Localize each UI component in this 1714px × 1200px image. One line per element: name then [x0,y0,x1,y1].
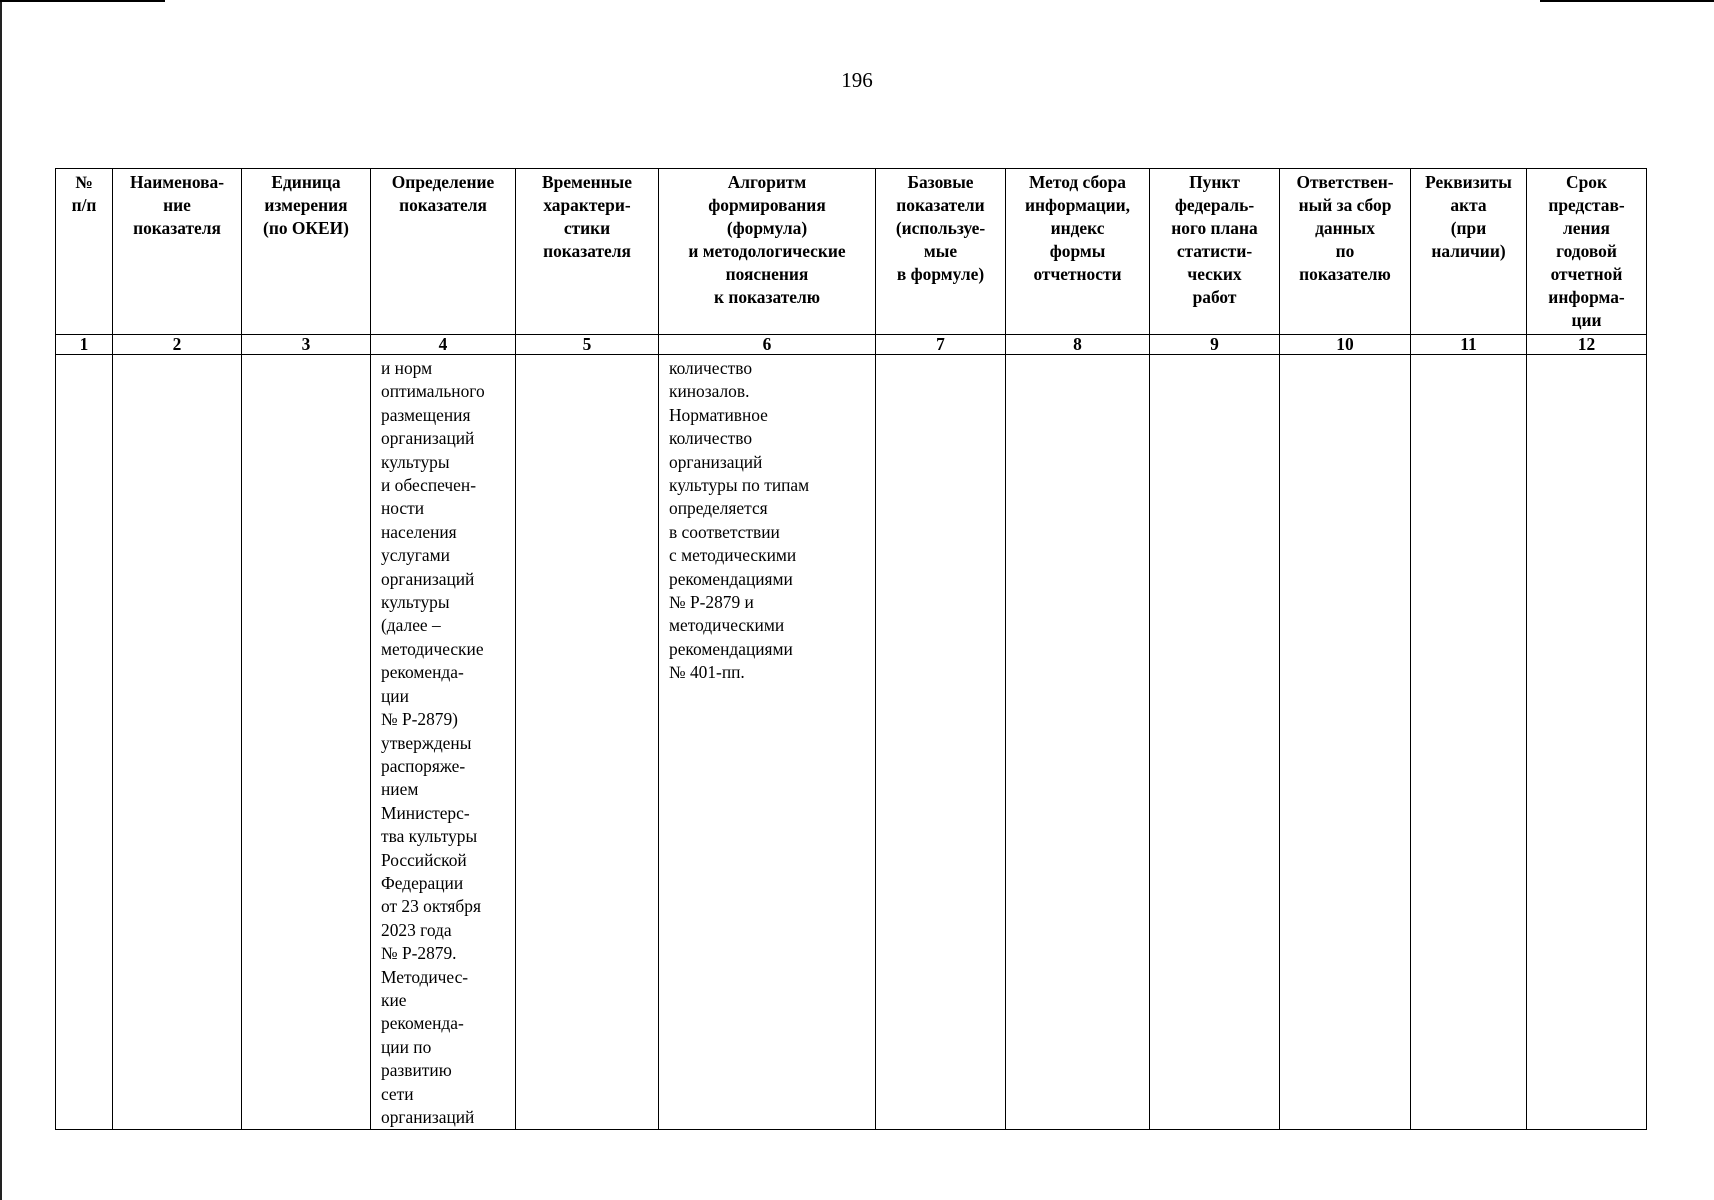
indicators-table [55,168,1647,1130]
header-reporting-deadline: Срок представ- ления годовой отчетной информа- ции [1527,169,1647,335]
header-responsible: Ответствен- ный за сбор данных по показателю [1280,169,1411,335]
header-base-indicators: Базовые показатели (используе- мые в формуле) [876,169,1006,335]
header-number: № п/п [56,169,113,335]
cell-base-indicators [876,355,1006,1130]
column-number: 8 [1006,335,1150,355]
header-act-details: Реквизиты акта (при наличии) [1411,169,1527,335]
top-left-edge-mark [0,0,165,2]
column-number: 4 [371,335,516,355]
header-federal-plan-item: Пункт федераль- ного плана статисти- ческих работ [1150,169,1280,335]
header-unit: Единица измерения (по ОКЕИ) [242,169,371,335]
cell-number [56,355,113,1130]
column-number: 6 [659,335,876,355]
cell-algorithm: количество кинозалов. Нормативное количество организаций культуры по типам определяется в соответствии с методическими рекомендациями № Р-2879 и методическими рекомендациями № 401-пп. [659,355,876,1130]
cell-act-details [1411,355,1527,1130]
top-right-edge-mark [1540,0,1714,2]
header-algorithm: Алгоритм формирования (формула) и методологические пояснения к показателю [659,169,876,335]
column-number: 1 [56,335,113,355]
column-number: 2 [113,335,242,355]
column-number: 3 [242,335,371,355]
cell-unit [242,355,371,1130]
table-row [56,355,1647,1130]
column-number-row [56,335,1647,355]
table-header-row [56,169,1647,335]
column-number: 5 [516,335,659,355]
header-collection-method: Метод сбора информации, индекс формы отчетности [1006,169,1150,335]
cell-responsible [1280,355,1411,1130]
header-definition: Определение показателя [371,169,516,335]
cell-definition: и норм оптимального размещения организаций культуры и обеспечен- ности населения услугами организаций культуры (далее – методические рекоменда- ции № Р-2879) утверждены распоряже- нием Министерс- тва культуры Российской Федерации от 23 октября 2023 года № Р-2879. Методичес- кие рекоменда- ции по развитию сети организаций [371,355,516,1130]
header-indicator-name: Наименова- ние показателя [113,169,242,335]
header-time-characteristics: Временные характери- стики показателя [516,169,659,335]
page-left-edge [0,0,2,1200]
page-number: 196 [841,68,873,92]
cell-indicator-name [113,355,242,1130]
column-number: 7 [876,335,1006,355]
column-number: 12 [1527,335,1647,355]
cell-collection-method [1006,355,1150,1130]
column-number: 10 [1280,335,1411,355]
cell-reporting-deadline [1527,355,1647,1130]
column-number: 9 [1150,335,1280,355]
column-number: 11 [1411,335,1527,355]
cell-time-characteristics [516,355,659,1130]
cell-federal-plan-item [1150,355,1280,1130]
